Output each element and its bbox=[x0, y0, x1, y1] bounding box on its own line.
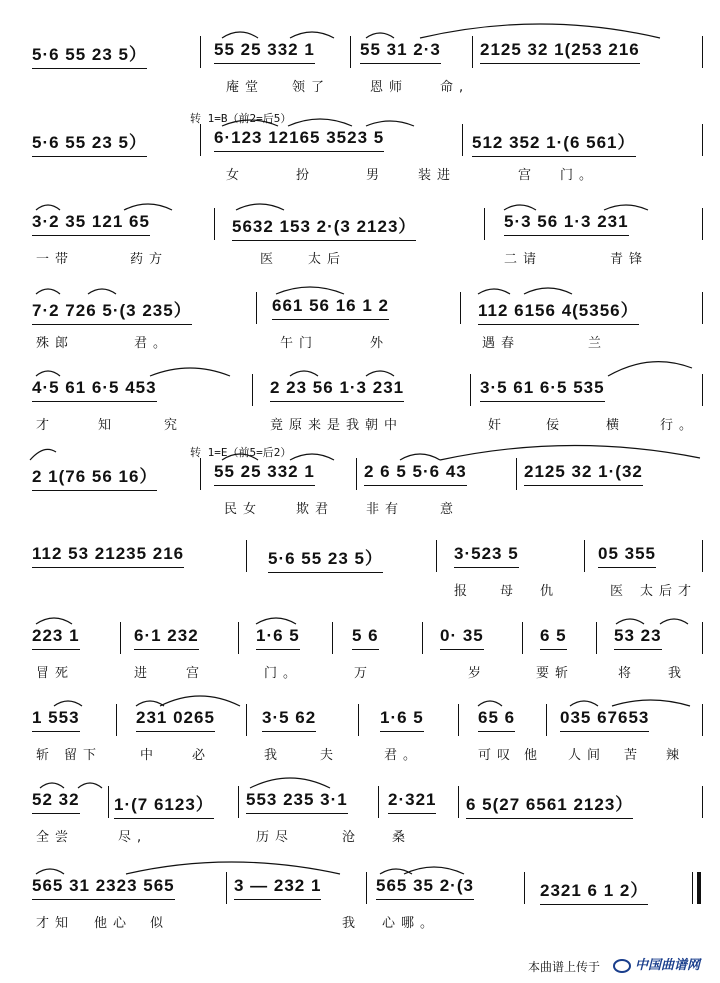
lyric: 横 bbox=[606, 418, 626, 433]
lyric: 装进 bbox=[418, 168, 457, 183]
lyric: 必 bbox=[192, 748, 212, 763]
lyric: 二请 bbox=[504, 252, 543, 267]
lyric: 可叹 bbox=[478, 748, 517, 763]
measure: 55 25 332 1 bbox=[214, 462, 315, 481]
measure: 1·6 5 bbox=[256, 626, 300, 645]
measure: 0· 35 bbox=[440, 626, 484, 645]
lyric: 兰 bbox=[588, 336, 608, 351]
slur-marks bbox=[0, 626, 720, 656]
lyric: 太后才 bbox=[640, 584, 698, 599]
slur-marks bbox=[0, 462, 720, 492]
site-name: 中国曲谱网 bbox=[635, 958, 701, 973]
lyric: 一带 bbox=[36, 252, 75, 267]
lyric: 意 bbox=[440, 502, 460, 517]
lyric: 恩师 bbox=[370, 80, 409, 95]
measure: 5·6 55 23 5） bbox=[32, 128, 147, 153]
lyric: 仇 bbox=[540, 584, 560, 599]
measure: 1·(7 6123） bbox=[114, 790, 214, 815]
measure: 2·321 bbox=[388, 790, 437, 809]
lyric: 留下 bbox=[64, 748, 103, 763]
lyric: 医 bbox=[260, 252, 280, 267]
measure: 5·6 55 23 5） bbox=[32, 40, 147, 65]
lyric: 似 bbox=[150, 916, 170, 931]
lyric: 他心 bbox=[94, 916, 133, 931]
lyric: 报 bbox=[454, 584, 474, 599]
notation-line bbox=[0, 544, 720, 568]
lyric: 我 bbox=[342, 916, 362, 931]
lyric: 进 bbox=[134, 666, 154, 681]
lyric: 佞 bbox=[546, 418, 566, 433]
measure: 565 31 2323 565 bbox=[32, 876, 175, 895]
measure: 1·6 5 bbox=[380, 708, 424, 727]
measure: 5·6 55 23 5） bbox=[268, 544, 383, 569]
lyric: 历尽 bbox=[256, 830, 295, 845]
measure: 3·523 5 bbox=[454, 544, 519, 563]
measure: 2125 32 1(253 216 bbox=[480, 40, 640, 59]
measure: 6 5 bbox=[540, 626, 567, 645]
lyric: 心哪。 bbox=[382, 916, 440, 931]
measure: 553 235 3·1 bbox=[246, 790, 348, 809]
lyric: 奸 bbox=[488, 418, 508, 433]
lyric: 桑 bbox=[392, 830, 412, 845]
lyric: 青锋 bbox=[610, 252, 649, 267]
lyric: 竟原来是我朝中 bbox=[270, 418, 404, 433]
barline bbox=[436, 540, 437, 572]
lyric: 扮 bbox=[296, 168, 316, 183]
barline bbox=[702, 540, 703, 572]
lyric: 民女 bbox=[224, 502, 263, 517]
measure: 53 23 bbox=[614, 626, 662, 645]
measure: 035 67653 bbox=[560, 708, 650, 727]
lyric: 领了 bbox=[292, 80, 331, 95]
lyric: 他 bbox=[524, 748, 544, 763]
measure: 3·5 62 bbox=[262, 708, 317, 727]
lyric: 知 bbox=[98, 418, 118, 433]
slur-marks bbox=[0, 790, 720, 820]
measure: 112 6156 4(5356） bbox=[478, 296, 639, 321]
lyric: 全尝 bbox=[36, 830, 75, 845]
lyric: 万 bbox=[354, 666, 374, 681]
lyric: 君。 bbox=[134, 336, 173, 351]
measure: 223 1 bbox=[32, 626, 80, 645]
measure: 5632 153 2·(3 2123） bbox=[232, 212, 416, 237]
lyric: 太后 bbox=[308, 252, 347, 267]
measure: 661 56 16 1 2 bbox=[272, 296, 389, 315]
measure: 05 355 bbox=[598, 544, 656, 563]
lyric: 命, bbox=[440, 80, 470, 95]
lyric: 斩 bbox=[36, 748, 56, 763]
measure: 2321 6 1 2） bbox=[540, 876, 648, 901]
lyric: 药方 bbox=[130, 252, 169, 267]
site-logo[interactable] bbox=[613, 954, 700, 973]
lyric: 中 bbox=[140, 748, 160, 763]
barline bbox=[246, 540, 247, 572]
measure: 512 352 1·(6 561） bbox=[472, 128, 636, 153]
lyric: 宫 bbox=[518, 168, 538, 183]
lyric: 才知 bbox=[36, 916, 75, 931]
measure: 3·5 61 6·5 535 bbox=[480, 378, 605, 397]
measure: 3 — 232 1 bbox=[234, 876, 322, 895]
lyric: 才 bbox=[36, 418, 56, 433]
measure: 2125 32 1·(32 bbox=[524, 462, 643, 481]
lyric: 人间 bbox=[568, 748, 607, 763]
measure: 55 25 332 1 bbox=[214, 40, 315, 59]
measure: 2 6 5 5·6 43 bbox=[364, 462, 467, 481]
slur-marks bbox=[0, 296, 720, 326]
lyric: 男 bbox=[366, 168, 386, 183]
lyric: 非有 bbox=[366, 502, 405, 517]
slur-marks bbox=[0, 876, 720, 906]
lyric: 我 bbox=[264, 748, 284, 763]
measure: 52 32 bbox=[32, 790, 80, 809]
lyric: 苦 bbox=[624, 748, 644, 763]
measure: 4·5 61 6·5 453 bbox=[32, 378, 157, 397]
lyric: 午门 bbox=[280, 336, 319, 351]
logo-icon bbox=[613, 959, 631, 973]
lyric: 冒死 bbox=[36, 666, 75, 681]
lyric: 女 bbox=[226, 168, 246, 183]
measure: 112 53 21235 216 bbox=[32, 544, 185, 563]
lyric: 究 bbox=[164, 418, 184, 433]
lyric: 门。 bbox=[264, 666, 303, 681]
measure: 7·2 726 5·(3 235） bbox=[32, 296, 192, 321]
lyric: 庵堂 bbox=[226, 80, 265, 95]
lyric: 宫 bbox=[186, 666, 206, 681]
measure: 2 23 56 1·3 231 bbox=[270, 378, 405, 397]
measure: 5·3 56 1·3 231 bbox=[504, 212, 629, 231]
lyric: 门。 bbox=[560, 168, 599, 183]
upload-note: 本曲谱上传于 bbox=[528, 960, 601, 974]
measure: 565 35 2·(3 bbox=[376, 876, 474, 895]
measure: 6·1 232 bbox=[134, 626, 199, 645]
lyric: 欺君 bbox=[296, 502, 335, 517]
lyric: 外 bbox=[370, 336, 390, 351]
lyric: 殊郎 bbox=[36, 336, 75, 351]
measure: 3·2 35 121 65 bbox=[32, 212, 150, 231]
lyric: 岁 bbox=[468, 666, 488, 681]
lyric: 夫 bbox=[320, 748, 340, 763]
measure: 6·123 12165 3523 5 bbox=[214, 128, 385, 147]
lyric: 行。 bbox=[660, 418, 699, 433]
measure: 55 31 2·3 bbox=[360, 40, 441, 59]
key-change-annotation: 转 1=B（前2=后5） bbox=[190, 112, 292, 125]
measure: 5 6 bbox=[352, 626, 379, 645]
lyric: 要斩 bbox=[536, 666, 575, 681]
lyric: 我 bbox=[668, 666, 688, 681]
slur-marks bbox=[0, 128, 720, 158]
slur-marks bbox=[0, 40, 720, 70]
lyric: 将 bbox=[618, 666, 638, 681]
lyric: 尽, bbox=[118, 830, 148, 845]
lyric: 医 bbox=[610, 584, 630, 599]
lyric: 沧 bbox=[342, 830, 362, 845]
measure: 1 553 bbox=[32, 708, 80, 727]
measure: 65 6 bbox=[478, 708, 516, 727]
key-change-annotation: 转 1=E（前5=后2） bbox=[190, 446, 292, 459]
slur-marks bbox=[0, 212, 720, 242]
lyric: 辣 bbox=[666, 748, 686, 763]
measure: 231 0265 bbox=[136, 708, 215, 727]
slur-marks bbox=[0, 378, 720, 408]
lyric: 母 bbox=[500, 584, 520, 599]
measure: 6 5(27 6561 2123） bbox=[466, 790, 633, 815]
slur-marks bbox=[0, 708, 720, 738]
measure: 2 1(76 56 16） bbox=[32, 462, 157, 487]
barline bbox=[584, 540, 585, 572]
lyric: 遇春 bbox=[482, 336, 521, 351]
lyric: 君。 bbox=[384, 748, 423, 763]
